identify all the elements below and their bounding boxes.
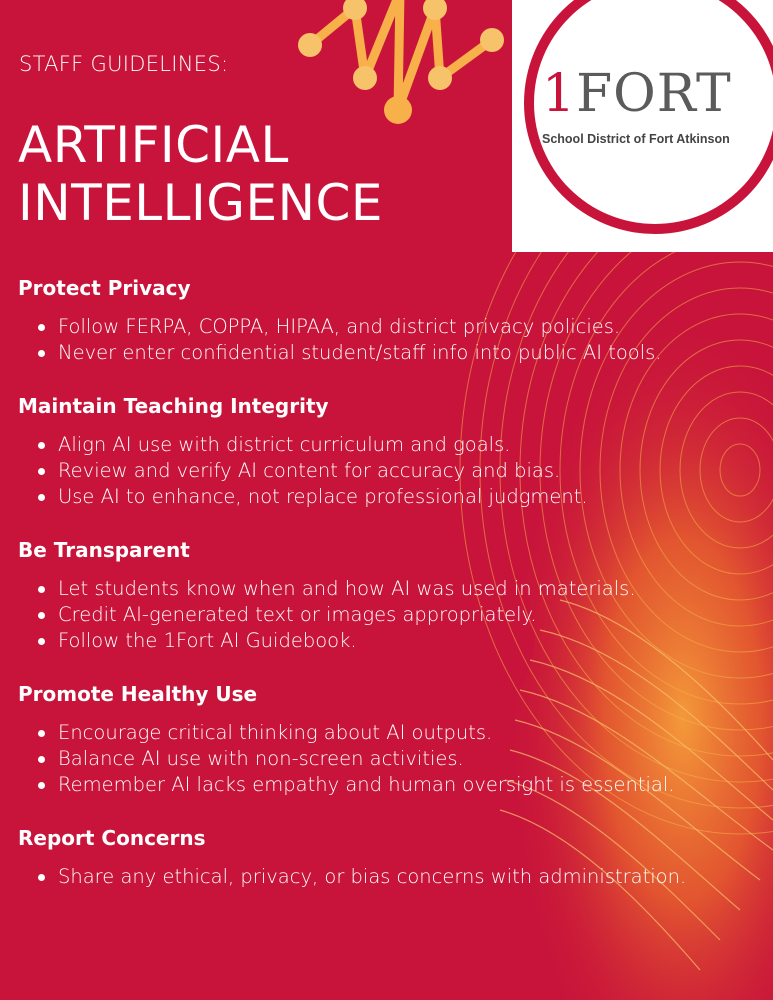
bullet-list [18, 432, 758, 510]
section-be-transparent [18, 536, 758, 654]
eyebrow-label: STAFF GUIDELINES: [19, 52, 229, 76]
section-heading: Protect Privacy [18, 276, 191, 300]
district-name: School District of Fort Atkinson [542, 132, 730, 146]
list-item: Let students know when and how AI was used in materials. [36, 576, 758, 602]
section-heading: Be Transparent [18, 538, 190, 562]
list-item: Share any ethical, privacy, or bias concerns with administration. [36, 864, 758, 890]
title-line-2: INTELLIGENCE [18, 174, 383, 232]
list-item: Follow FERPA, COPPA, HIPAA, and district privacy policies. [36, 314, 758, 340]
district-logo-wordmark: 1FORT [542, 64, 732, 124]
title-line-1: ARTIFICIAL [18, 116, 289, 174]
network-nodes-graphic [280, 0, 520, 130]
list-item: Never enter confidential student/staff info into public AI tools. [36, 340, 758, 366]
list-item: Use AI to enhance, not replace professional judgment. [36, 484, 758, 510]
section-report-concerns [18, 824, 758, 890]
bullet-list [18, 314, 758, 366]
bullet-list [18, 864, 758, 890]
section-heading: Promote Healthy Use [18, 682, 258, 706]
list-item: Review and verify AI content for accuracy and bias. [36, 458, 758, 484]
list-item: Balance AI use with non-screen activities. [36, 746, 758, 772]
list-item: Align AI use with district curriculum and goals. [36, 432, 758, 458]
section-protect-privacy [18, 274, 758, 366]
list-item: Remember AI lacks empathy and human oversight is essential. [36, 772, 758, 798]
section-teaching-integrity [18, 392, 758, 510]
list-item: Follow the 1Fort AI Guidebook. [36, 628, 758, 654]
bullet-list [18, 720, 758, 798]
list-item: Credit AI-generated text or images appropriately. [36, 602, 758, 628]
section-healthy-use [18, 680, 758, 798]
section-heading: Maintain Teaching Integrity [18, 394, 329, 418]
bullet-list [18, 576, 758, 654]
page-title [18, 116, 383, 232]
list-item: Encourage critical thinking about AI outputs. [36, 720, 758, 746]
section-heading: Report Concerns [18, 826, 206, 850]
guideline-sections [18, 274, 758, 916]
